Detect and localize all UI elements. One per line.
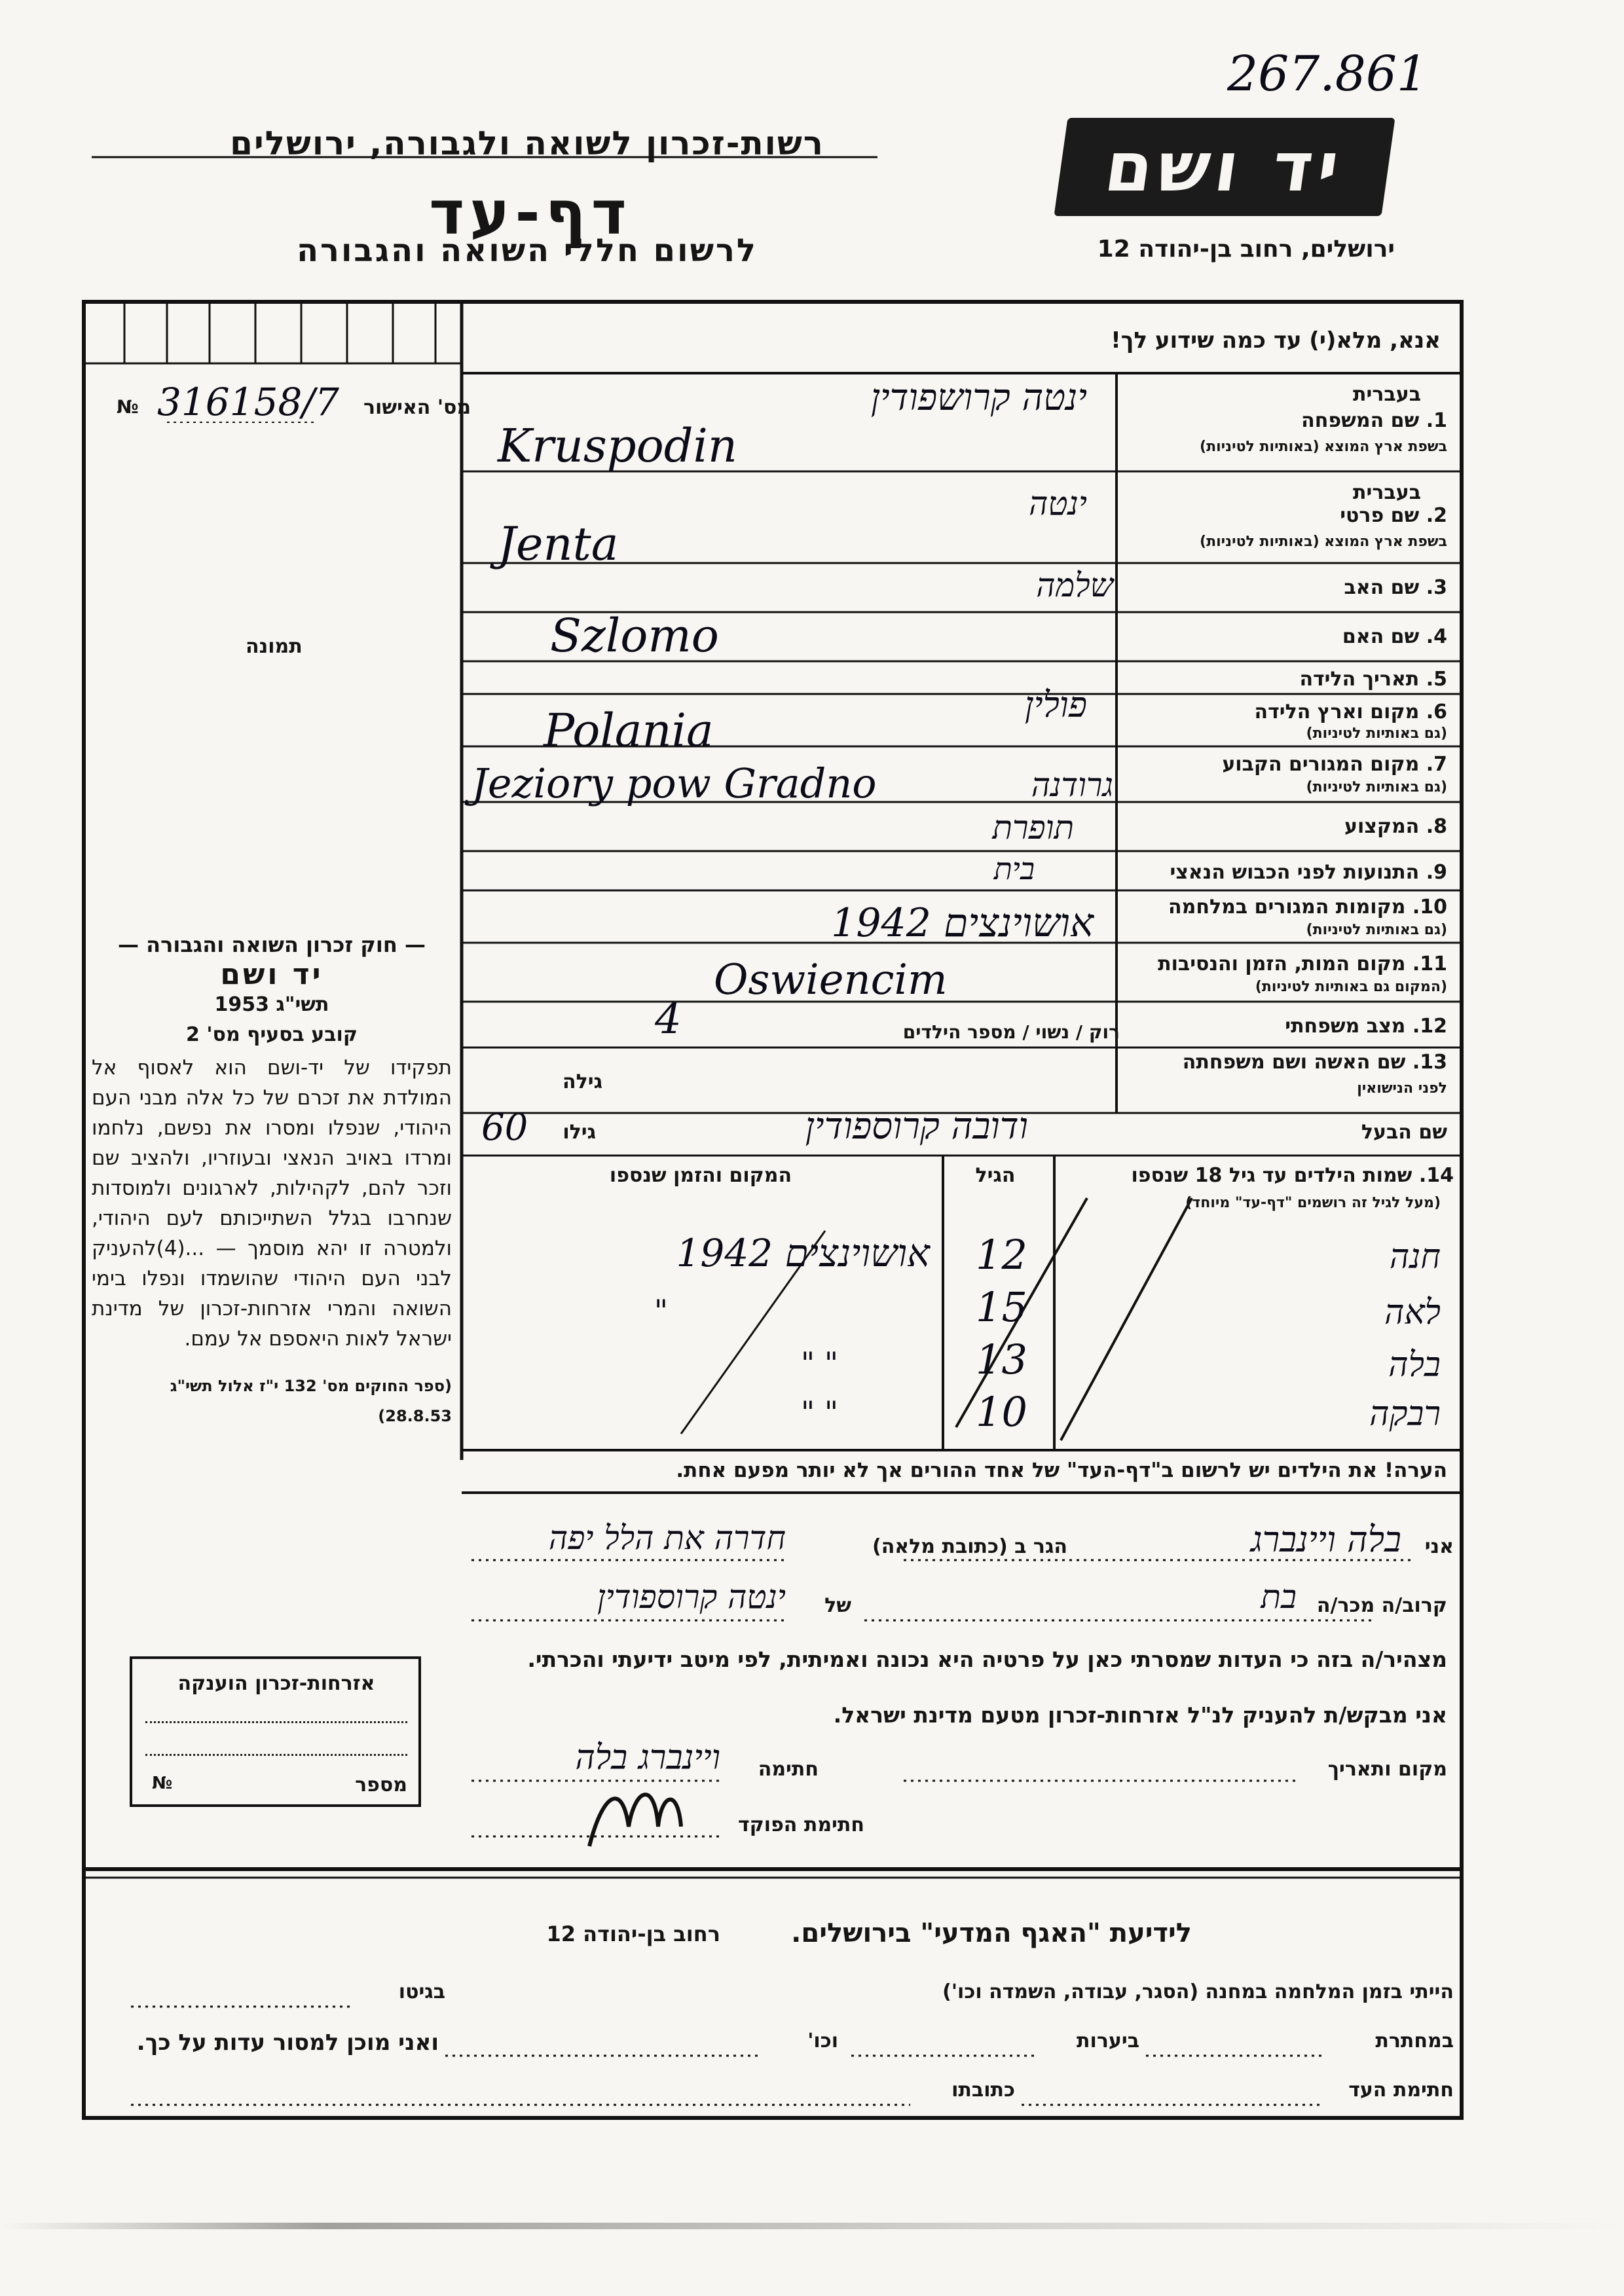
scientific-title: לידיעת "האגף המדעי" בירושלים.	[791, 1918, 1192, 1948]
marital-options: רוק / נשוי / מספר הילדים	[902, 1021, 1120, 1043]
relative-value: בת	[1261, 1578, 1297, 1616]
law-year: תשי"ג 1953	[214, 993, 329, 1016]
form-subtitle: לרשום חללי השואה והגבורה	[297, 232, 758, 269]
place-date-label: מקום ותאריך	[1327, 1758, 1447, 1781]
yad-vashem-logo: יד ושם	[1054, 118, 1395, 216]
authority-title: רשות-זכרון לשואה ולגבורה, ירושלים	[230, 124, 824, 162]
children-age-header: הגיל	[975, 1164, 1016, 1187]
war-residence-label: 10. מקומות המגורים במלחמה	[1168, 896, 1447, 919]
family-name-latin: Kruspodin	[498, 419, 737, 473]
citizenship-box	[130, 1656, 421, 1807]
in-hebrew-label-1: בעברית	[1353, 383, 1421, 406]
husband-name-label: שם הבעל	[1361, 1121, 1447, 1144]
child-age: 13	[976, 1336, 1027, 1383]
scientific-line1: הייתי בזמן המלחמה במחנה (הסגר, עבודה, השמדה וכו')	[942, 1980, 1454, 2003]
children-place-header: המקום והזמן שנספו	[609, 1164, 792, 1187]
war-residence-sub: (גם באותיות לטיניות)	[1306, 922, 1447, 938]
serial-number: 267.861	[1227, 46, 1428, 102]
declaration-statement: מצהיר/ה בזה כי העדות שמסרתי כאן על פרטיה היא נכונה ואמיתית, לפי מיטב ידיעתי והכרתי.	[527, 1647, 1447, 1672]
wife-age-label: גילה	[563, 1070, 602, 1093]
father-name-label: 3. שם האב	[1344, 576, 1447, 599]
children-count: 4	[655, 995, 682, 1044]
witness-signature-label: חתימת העד	[1348, 2079, 1454, 2102]
marital-status-label: 12. מצב משפחתי	[1285, 1015, 1447, 1038]
child-place: " "	[801, 1394, 838, 1430]
death-place-latin: Oswiencim	[714, 956, 948, 1004]
scientific-willing: ואני מוכן למסור עדות על כך.	[136, 2030, 439, 2056]
of-label: של	[824, 1594, 851, 1617]
approval-label: מס' האישור	[363, 396, 471, 419]
law-yad-vashem: יד ושם	[220, 958, 323, 991]
in-hebrew-label-2: בעברית	[1353, 481, 1421, 504]
signature-value: ויינברג בלה	[575, 1738, 720, 1777]
citizenship-title: אזרחות-זכרון הוענקה	[177, 1672, 375, 1695]
residence-value: Jeziory pow Gradno	[471, 759, 877, 807]
instruction: אנא, מלא(י) עד כמה שידוע לך!	[1111, 327, 1441, 354]
law-text: תפקידו של יד-ושם הוא לאסוף אל המולדת את זכרם של כל אלה מבני העם היהודי, שנפלו ומסרו את נפשם, נלחמו ומרדו באויב הנאצי ובעוזריו, ולהציב שם וזכר להם, לקהילות, לארגונים ולמוסדות שנחרבו בגלל השתייכותם לעם היהודי, ולמטרה זו יהא מוסמך — ...(4)להעניק לבני העם היהודי שהושמדו ונפלו בימי השואה והמרי אזרחות-זכרון של מדינת ישראל לאות היאספם אל עמם.	[92, 1056, 452, 1351]
residence-hebrew: גרודנה	[1031, 766, 1113, 804]
child-age: 10	[976, 1388, 1027, 1436]
scientific-etc: וכו'	[807, 2030, 838, 2052]
law-title: — חוק זכרון השואה והגבורה —	[118, 932, 426, 957]
citizenship-line	[145, 1754, 407, 1756]
movements-label: 9. התנועות לפני הכבוש הנאצי	[1170, 861, 1447, 884]
wife-name-label: 13. שם האשה ושם משפחתה	[1182, 1051, 1447, 1074]
first-name-sub: בשפת ארץ המוצא (באותיות לטיניות)	[1200, 534, 1447, 550]
citizenship-no: №	[152, 1774, 173, 1793]
citizenship-number-label: מספר	[355, 1774, 407, 1796]
birth-date-label: 5. תאריך הלידה	[1299, 668, 1447, 691]
law-section: קובע בסעיף מס' 2	[186, 1023, 358, 1046]
residence-label: 7. מקום המגורים הקבוע	[1222, 753, 1447, 776]
of-value: ינטה קרוספודין	[597, 1578, 786, 1616]
wife-name-sub: לפני הנישואין	[1357, 1080, 1447, 1097]
children-sub: (מעל לגיל זה רושמים "דף-עד" מיוחד)	[1185, 1195, 1441, 1211]
husband-age-label: גילו	[563, 1121, 596, 1144]
birth-place-latin: Polania	[544, 704, 714, 757]
children-label: 14. שמות הילדים עד גיל 18 שנספו	[1131, 1164, 1454, 1187]
scientific-ghetto: בגיטו	[398, 1980, 445, 2003]
scan-artifact	[0, 2223, 1624, 2229]
witness-address-label: כתובתו	[951, 2079, 1015, 2102]
child-name: לאה	[1384, 1293, 1441, 1332]
scientific-forests: ביערות	[1077, 2030, 1139, 2052]
resident-value: חדרה את הלל יפה	[548, 1519, 786, 1557]
law-citation: (ספר החוקים מס' 132 י"ז אלול תשי"ג 28.8.53)	[170, 1377, 452, 1425]
death-place-value: אושוינצים 1942	[831, 900, 1094, 946]
child-age: 15	[976, 1283, 1027, 1331]
declarant-name: בלה ויינברג	[1250, 1519, 1401, 1560]
declaration-request: אני מבקש/ת להעניק לנ"ל אזרחות-זכרון מטעם מדינת ישראל.	[833, 1702, 1447, 1728]
birth-place-label: 6. מקום וארץ הלידה	[1254, 701, 1447, 723]
father-name-value: שלמה	[1036, 566, 1113, 604]
child-name: רבקה	[1369, 1394, 1441, 1434]
profession-value: תופרת	[992, 809, 1074, 847]
birth-place-sub: (גם באותיות לטיניות)	[1306, 725, 1447, 742]
relative-label: קרוב/ה מכר/ה	[1316, 1594, 1447, 1617]
photo-label: תמונה	[246, 635, 303, 658]
death-place-sub: (המקום גם באותיות לטיניות)	[1255, 979, 1447, 995]
resident-label: הגר ב (כתובת מלאה)	[872, 1535, 1067, 1558]
scientific-underground: במחתרת	[1375, 2030, 1454, 2052]
death-place-label: 11. מקום המות, הזמן והנסיבות	[1158, 953, 1447, 975]
first-name-hebrew: ינטה	[1029, 484, 1087, 522]
family-name-hebrew: ינטה קרושפודין	[870, 376, 1087, 419]
approval-no: №	[117, 396, 139, 418]
form-title: דף-עד	[429, 178, 632, 248]
citizenship-line	[145, 1721, 407, 1723]
child-place: " "	[801, 1345, 838, 1381]
family-name-sub: בשפת ארץ המוצא (באותיות לטיניות)	[1200, 439, 1447, 455]
officer-signature-label: חתימת הפוקד	[738, 1813, 864, 1836]
signature-label: חתימה	[758, 1758, 819, 1781]
first-name-latin: Jenta	[498, 517, 619, 571]
approval-number: 316158/7	[157, 380, 339, 424]
war-residence-value: בית	[993, 851, 1035, 886]
birth-place-hebrew: פולין	[1024, 684, 1087, 725]
first-name-label: 2. שם פרטי	[1340, 504, 1447, 527]
declarant-prefix: אני	[1424, 1535, 1454, 1558]
husband-name-value: ודובה קרוספודין	[805, 1105, 1028, 1148]
child-place: "	[654, 1293, 668, 1328]
husband-age-value: 60	[481, 1106, 528, 1149]
child-age: 12	[976, 1231, 1027, 1279]
children-note: הערה! את הילדים יש לרשום ב"דף-העד" של אחד ההורים אך לא יותר מפעם אחת.	[676, 1459, 1447, 1482]
residence-sub: (גם באותיות לטיניות)	[1306, 779, 1447, 795]
family-name-label: 1. שם המשפחה	[1301, 409, 1447, 432]
profession-label: 8. המקצוע	[1344, 815, 1447, 838]
mother-name-label: 4. שם האם	[1342, 625, 1447, 648]
child-place: אושוינצים 1942	[676, 1231, 930, 1275]
child-name: חנה	[1389, 1237, 1441, 1277]
address: ירושלים, רחוב בן-יהודה 12	[1097, 236, 1395, 263]
law-box	[92, 930, 452, 1431]
mother-name-value: Szlomo	[550, 609, 719, 663]
scientific-address: רחוב בן-יהודה 12	[546, 1922, 720, 1946]
child-name: בלה	[1388, 1345, 1441, 1385]
